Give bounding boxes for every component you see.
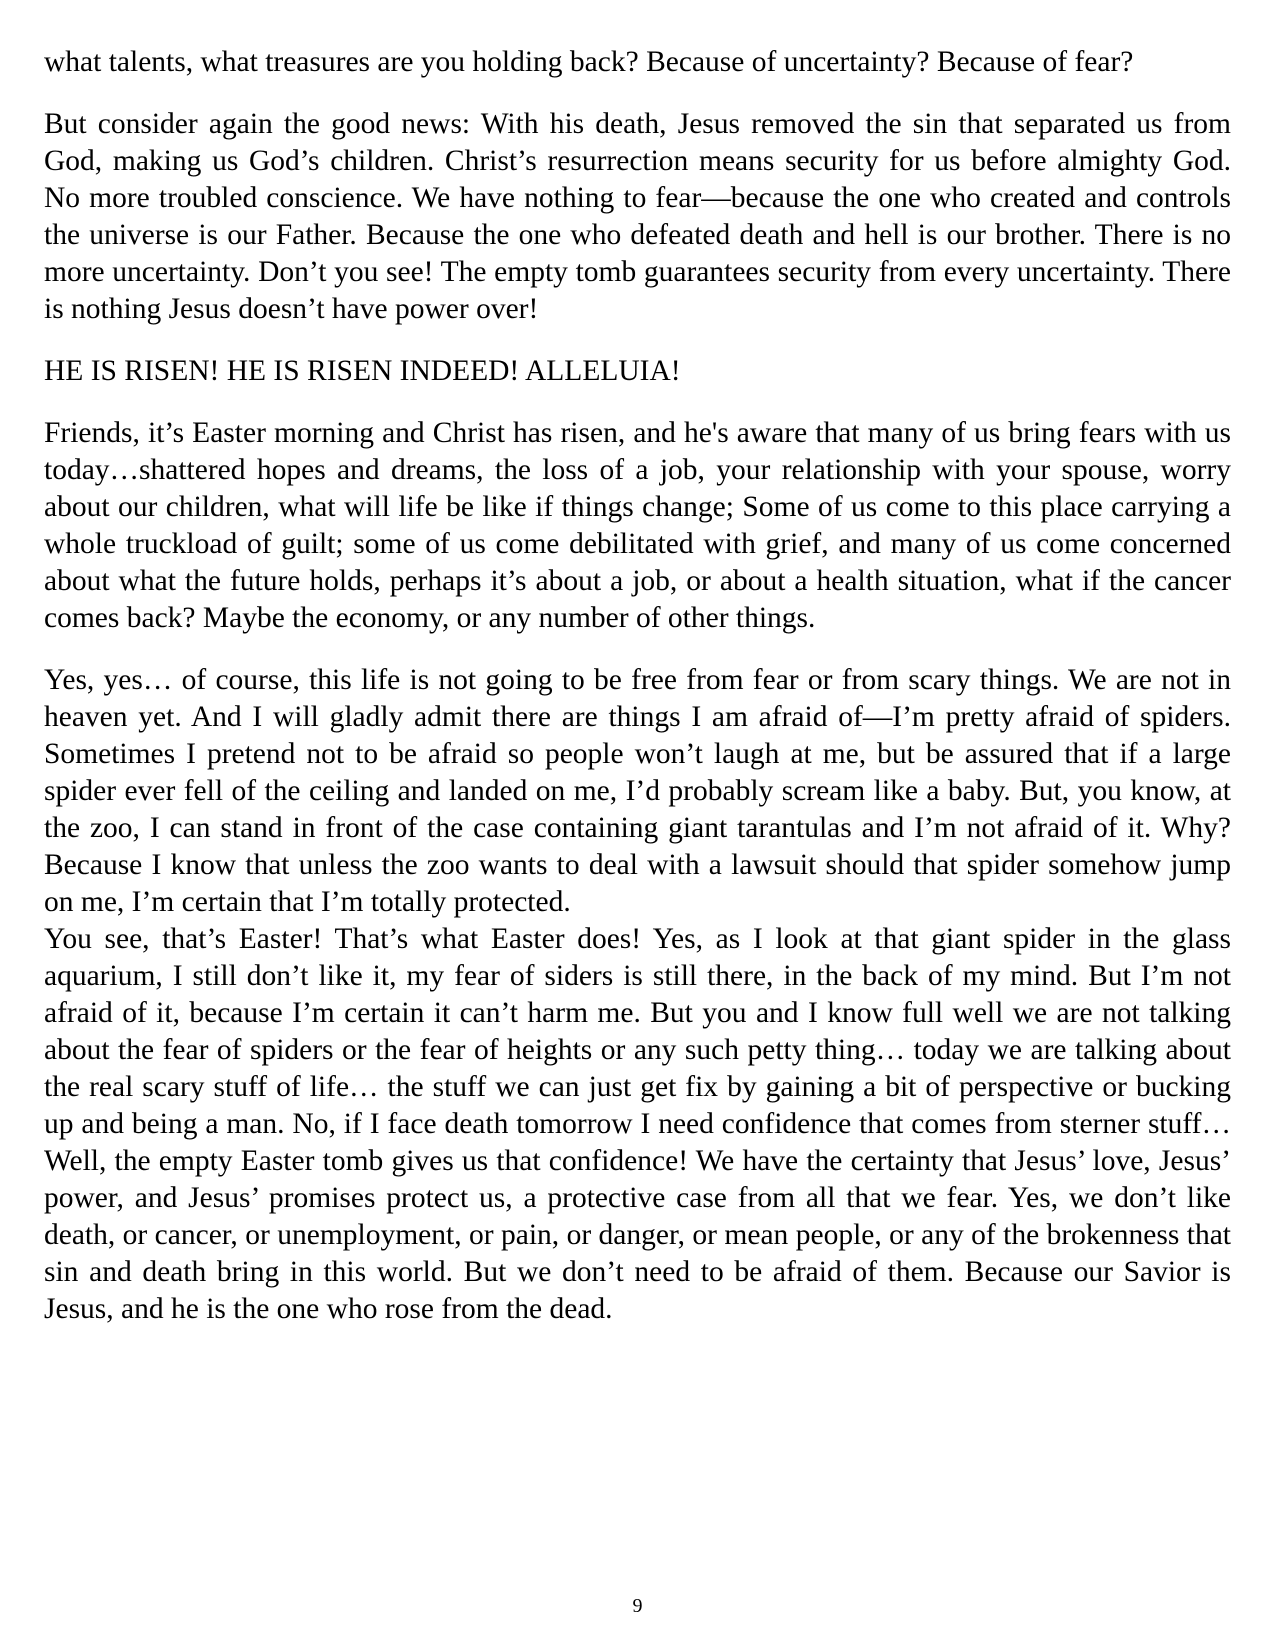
paragraph-good-news: But consider again the good news: With his death, Jesus removed the sin that separated us from God, making us God’s children. Christ’s resurrection means security for us before almighty God. No more troubled conscience. We have nothing to fear—because the one who created and controls the universe is our Father. Because the one who defeated death and hell is our brother. There is no more uncertainty. Don’t you see! The empty tomb guarantees security from every uncertainty. There is nothing Jesus doesn’t have power over! — [44, 108, 1231, 325]
page-body — [44, 44, 1231, 1328]
paragraph-thats-easter: You see, that’s Easter! That’s what Easter does! Yes, as I look at that giant spider in the glass aquarium, I still don’t like it, my fear of siders is still there, in the back of my mind. But I’m not afraid of it, because I’m certain it can’t harm me. But you and I know full well we are not talking about the fear of spiders or the fear of heights or any such petty thing… today we are talking about the real scary stuff of life… the stuff we can just get fix by gaining a bit of perspective or bucking up and being a man. No, if I face death tomorrow I need confidence that comes from sterner stuff… Well, the empty Easter tomb gives us that confidence! We have the certainty that Jesus’ love, Jesus’ power, and Jesus’ promises protect us, a protective case from all that we fear. Yes, we don’t like death, or cancer, or unemployment, or pain, or danger, or mean people, or any of the brokenness that sin and death bring in this world. But we don’t need to be afraid of them. Because our Savior is Jesus, and he is the one who rose from the dead. — [44, 923, 1231, 1325]
paragraph-he-is-risen: HE IS RISEN! HE IS RISEN INDEED! ALLELUIA! — [44, 355, 681, 387]
paragraph-easter-morning: Friends, it’s Easter morning and Christ has risen, and he's aware that many of us bring fears with us today…shattered hopes and dreams, the loss of a job, your relationship with your spouse, worry about our children, what will life be like if things change; Some of us come to this place carrying a whole truckload of guilt; some of us come debilitated with grief, and many of us come concerned about what the future holds, perhaps it’s about a job, or about a health situation, what if the cancer comes back? Maybe the economy, or any number of other things. — [44, 417, 1231, 634]
page-number: 9 — [632, 1595, 643, 1617]
paragraph-spiders: Yes, yes… of course, this life is not going to be free from fear or from scary things. We are not in heaven yet. And I will gladly admit there are things I am afraid of—I’m pretty afraid of spiders. Sometimes I pretend not to be afraid so people won’t laugh at me, but be assured that if a large spider ever fell of the ceiling and landed on me, I’d probably scream like a baby. But, you know, at the zoo, I can stand in front of the case containing giant tarantulas and I’m not afraid of it. Why? Because I know that unless the zoo wants to deal with a lawsuit should that spider somehow jump on me, I’m certain that I’m totally protected. — [44, 664, 1231, 918]
paragraph-talents: what talents, what treasures are you holding back? Because of uncertainty? Because of fear? — [44, 46, 1134, 78]
